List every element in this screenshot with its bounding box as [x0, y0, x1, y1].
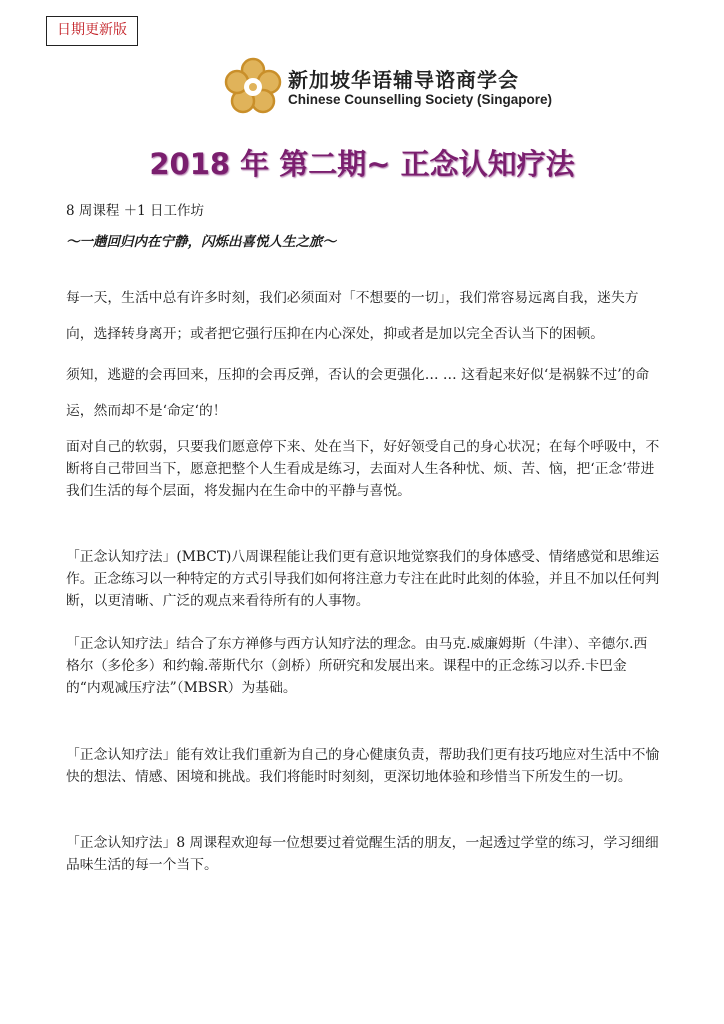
page-title: 2018 年 第二期~ 正念认知疗法	[149, 147, 575, 181]
flower-logo-icon	[222, 56, 284, 118]
paragraph-7: 「正念认知疗法」8 周课程欢迎每一位想要过着觉醒生活的朋友，一起透过学堂的练习，学习细细品味生活的每一个当下。	[66, 835, 659, 873]
org-logo	[222, 56, 553, 120]
course-subtitle: 8 周课程 ＋1 日工作坊	[66, 203, 205, 219]
org-name-en: Chinese Counselling Society (Singapore)	[288, 92, 553, 107]
paragraph-2: 须知，逃避的会再回来，压抑的会再反弹，否认的会更强化… … 这看起来好似‘是祸躲不过’的命运，然而却不是‘命定‘的！	[66, 367, 650, 419]
paragraph-6: 「正念认知疗法」能有效让我们重新为自己的身心健康负责，帮助我们更有技巧地应对生活中不愉快的想法、情感、困境和挑战。我们将能时时刻刻，更深切地体验和珍惜当下所发生的一切。	[66, 747, 660, 785]
org-name-cn: 新加坡华语辅导谘商学会	[288, 68, 519, 92]
tagline: ～一趟回归内在宁静，闪烁出喜悦人生之旅～	[66, 234, 336, 250]
paragraph-1: 每一天，生活中总有许多时刻，我们必须面对「不想要的一切」，我们常容易远离自我，迷失方向，选择转身离开；或者把它强行压抑在内心深处，抑或者是加以完全否认当下的困顿。	[66, 290, 639, 342]
update-badge: 日期更新版	[46, 16, 138, 46]
paragraph-5: 「正念认知疗法」结合了东方禅修与西方认知疗法的理念。由马克.威廉姆斯（牛津）、辛德尔.西格尔（多伦多）和约翰.蒂斯代尔（剑桥）所研究和发展出来。课程中的正念练习以乔.卡巴金的“内观减压疗法”（MBSR）为基础。	[66, 636, 648, 696]
paragraph-3: 面对自己的软弱，只要我们愿意停下来、处在当下，好好领受自己的身心状况；在每个呼吸中，不断将自己带回当下，愿意把整个人生看成是练习，去面对人生各种忧、烦、苦、恼，把‘正念’带进我们生活的每个层面，将发掘内在生命中的平静与喜悦。	[66, 439, 660, 499]
paragraph-4: 「正念认知疗法」(MBCT)八周课程能让我们更有意识地觉察我们的身体感受、情绪感觉和思维运作。正念练习以一种特定的方式引导我们如何将注意力专注在此时此刻的体验，并且不加以任何判断，以更清晰、广泛的观点来看待所有的人事物。	[66, 549, 660, 609]
